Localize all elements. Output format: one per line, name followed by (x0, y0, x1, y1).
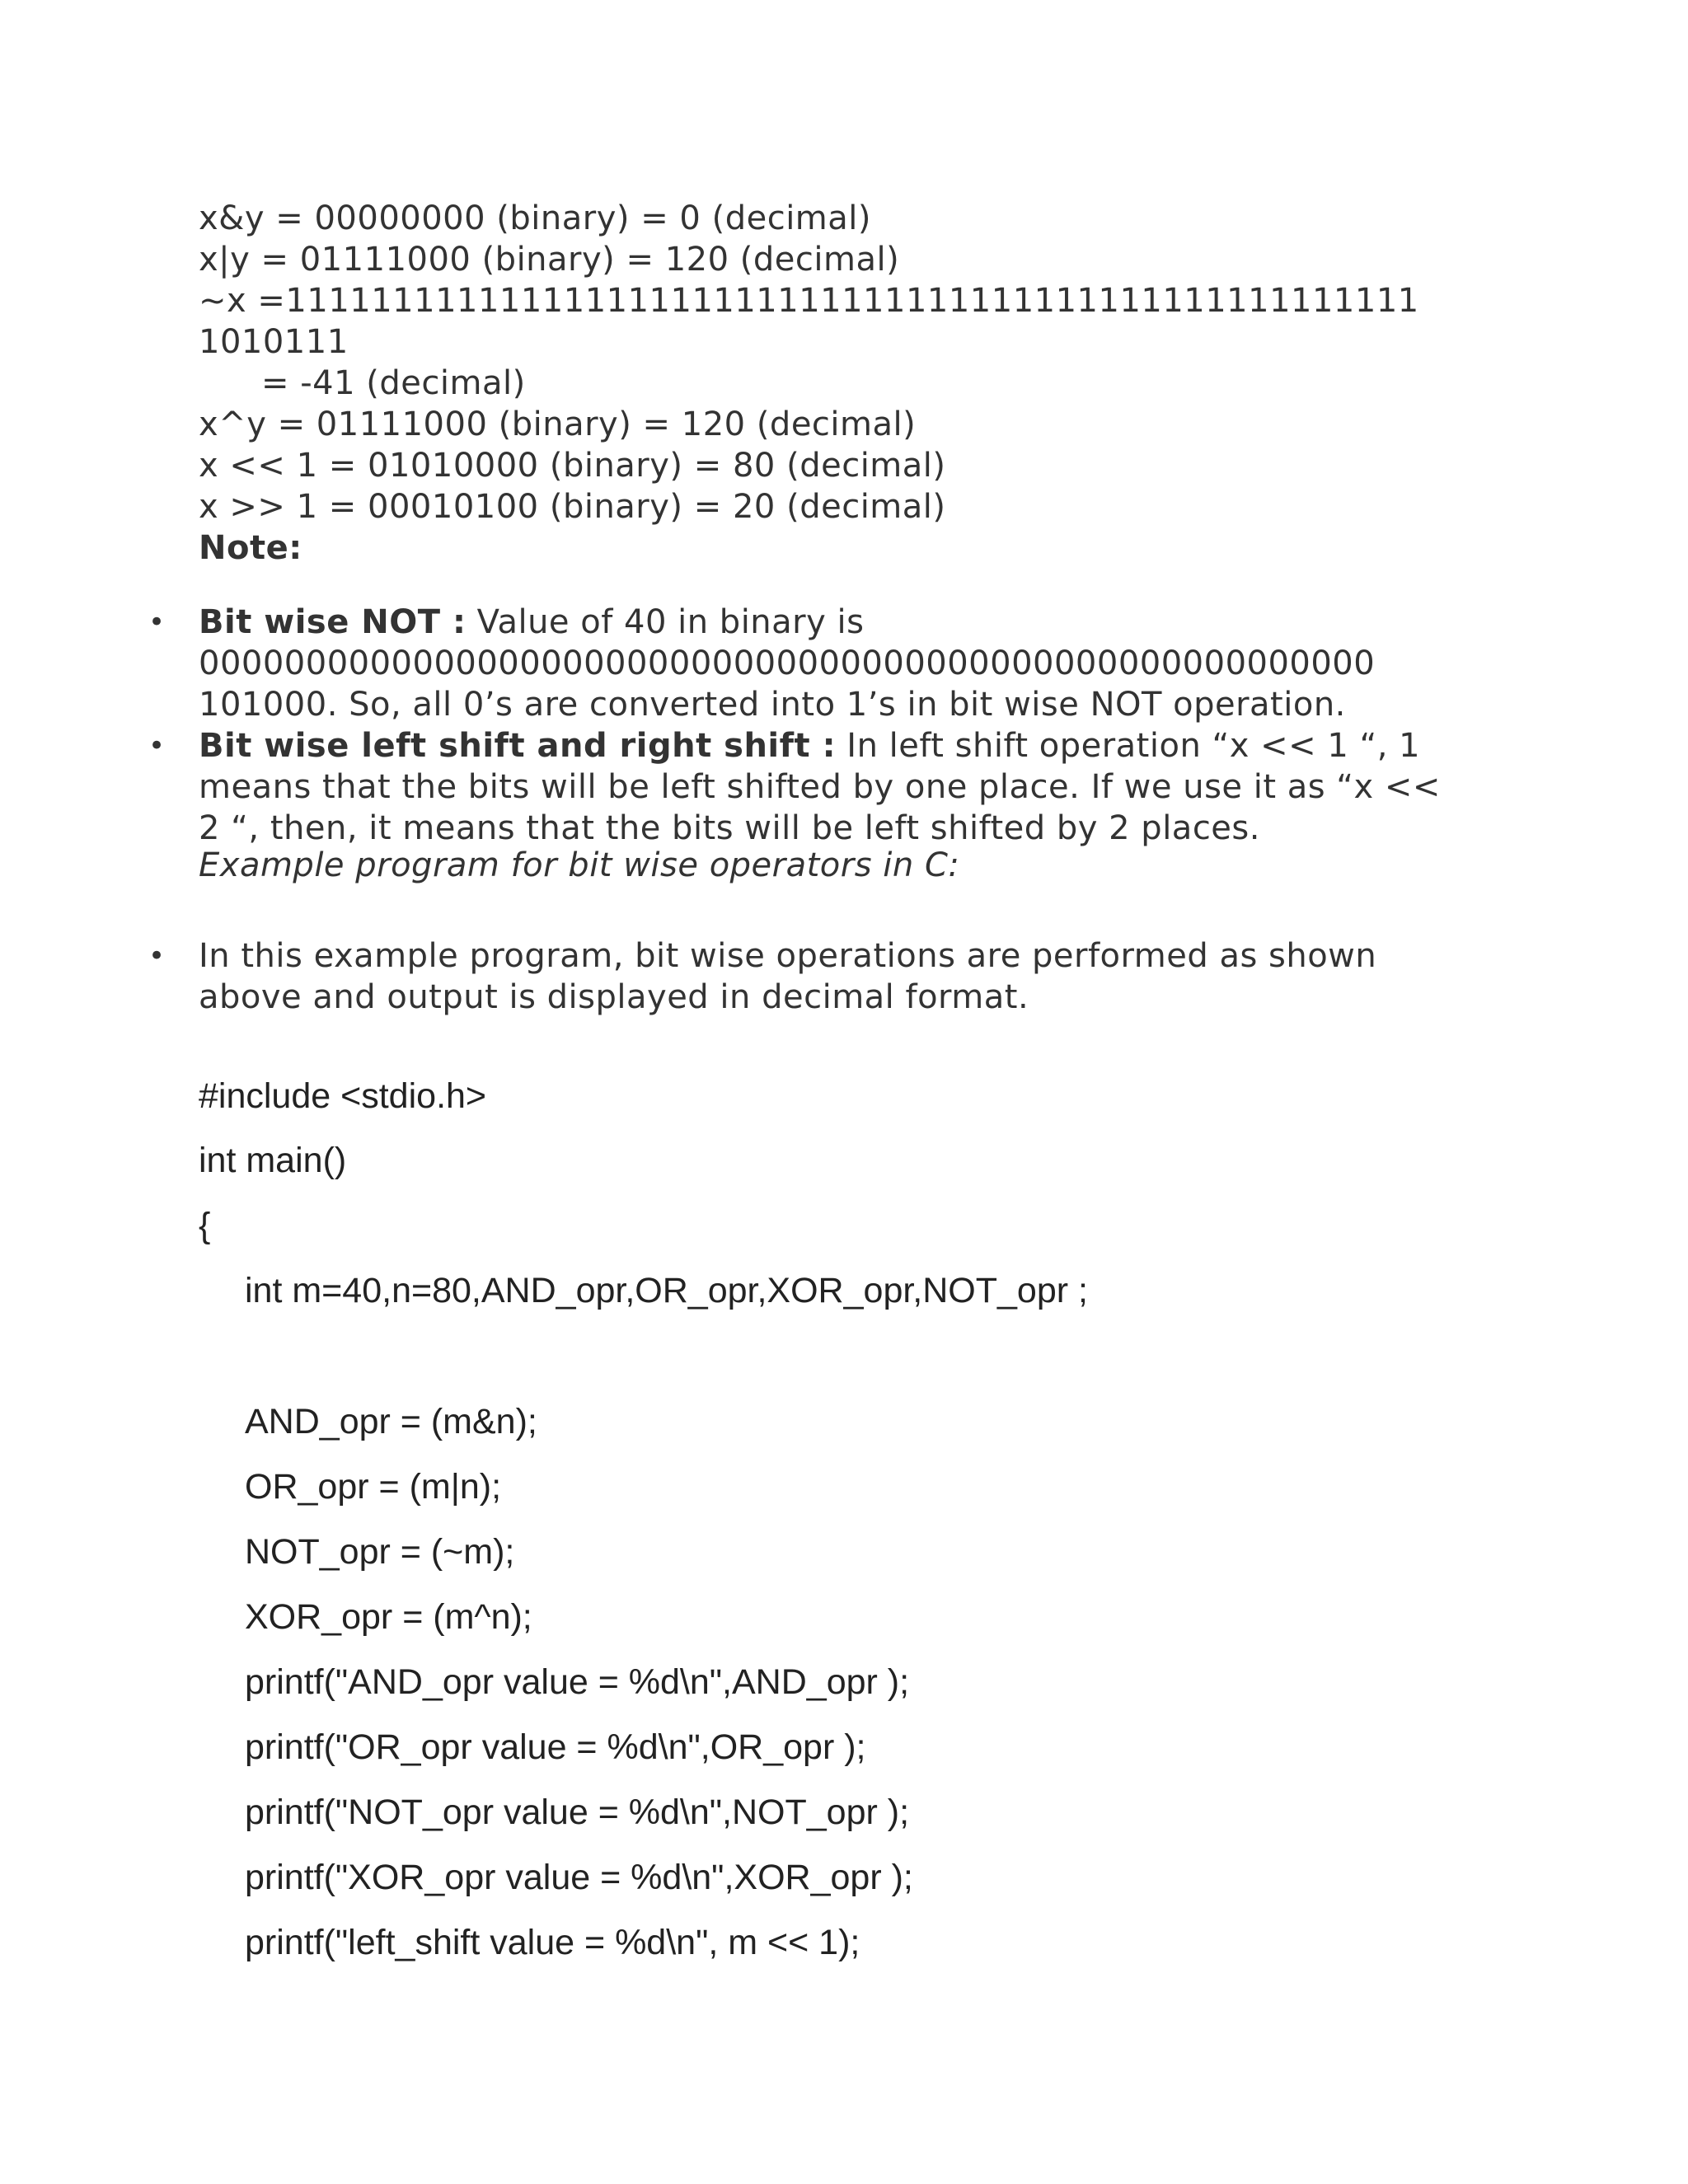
code-line: printf("left_shift value = %d\n", m << 1); (245, 1923, 860, 1962)
not-result-line-3: = -41 (decimal) (261, 364, 526, 402)
example-bullet-line-1: In this example program, bit wise operations are performed as shown (199, 937, 1377, 975)
note-bullet-not-title: Bit wise NOT : (199, 603, 467, 641)
note-bullet-shift-line-2: means that the bits will be left shifted by one place. If we use it as “x << (199, 768, 1441, 806)
code-line: OR_opr = (m|n); (245, 1467, 502, 1507)
bullet-dot: • (148, 606, 166, 639)
not-result-line-2: 1010111 (199, 323, 349, 361)
example-heading: Example program for bit wise operators in C: (199, 846, 960, 884)
example-bullet-line-2: above and output is displayed in decimal format. (199, 978, 1029, 1016)
code-line: { (199, 1206, 211, 1245)
note-heading: Note: (199, 529, 302, 567)
code-line: int m=40,n=80,AND_opr,OR_opr,XOR_opr,NOT_opr ; (245, 1271, 1088, 1310)
not-result-line-1: ~x =11111111111111111111111111111111111111111111111111111 (199, 282, 1419, 320)
note-bullet-not-line-2: 0000000000000000000000000000000000000000000000000000000 (199, 644, 1376, 682)
or-result-line: x|y = 01111000 (binary) = 120 (decimal) (199, 241, 900, 279)
code-line: int main() (199, 1141, 347, 1180)
code-line: NOT_opr = (~m); (245, 1532, 515, 1572)
left-shift-result-line: x << 1 = 01010000 (binary) = 80 (decimal) (199, 447, 946, 485)
note-bullet-not-text: Value of 40 in binary is (466, 603, 865, 641)
code-line: printf("AND_opr value = %d\n",AND_opr ); (245, 1662, 910, 1702)
code-line: XOR_opr = (m^n); (245, 1597, 532, 1637)
note-bullet-not-line-1 (199, 602, 864, 643)
note-bullet-shift-line-1 (199, 725, 1420, 766)
xor-result-line: x^y = 01111000 (binary) = 120 (decimal) (199, 405, 917, 443)
bullet-dot: • (148, 729, 166, 762)
code-line: printf("OR_opr value = %d\n",OR_opr ); (245, 1727, 866, 1767)
bullet-dot: • (148, 940, 166, 972)
code-line: AND_opr = (m&n); (245, 1402, 537, 1441)
note-bullet-shift-line-3: 2 “, then, it means that the bits will be left shifted by 2 places. (199, 809, 1260, 847)
note-bullet-shift-title: Bit wise left shift and right shift : (199, 727, 837, 765)
note-bullet-not-line-3: 101000. So, all 0’s are converted into 1’s in bit wise NOT operation. (199, 686, 1346, 724)
right-shift-result-line: x >> 1 = 00010100 (binary) = 20 (decimal) (199, 488, 946, 526)
code-line: printf("XOR_opr value = %d\n",XOR_opr ); (245, 1858, 913, 1897)
and-result-line: x&y = 00000000 (binary) = 0 (decimal) (199, 199, 871, 237)
code-line: #include <stdio.h> (199, 1076, 487, 1116)
note-bullet-shift-text: In left shift operation “x << 1 “, 1 (836, 727, 1421, 765)
code-line: printf("NOT_opr value = %d\n",NOT_opr ); (245, 1793, 910, 1832)
